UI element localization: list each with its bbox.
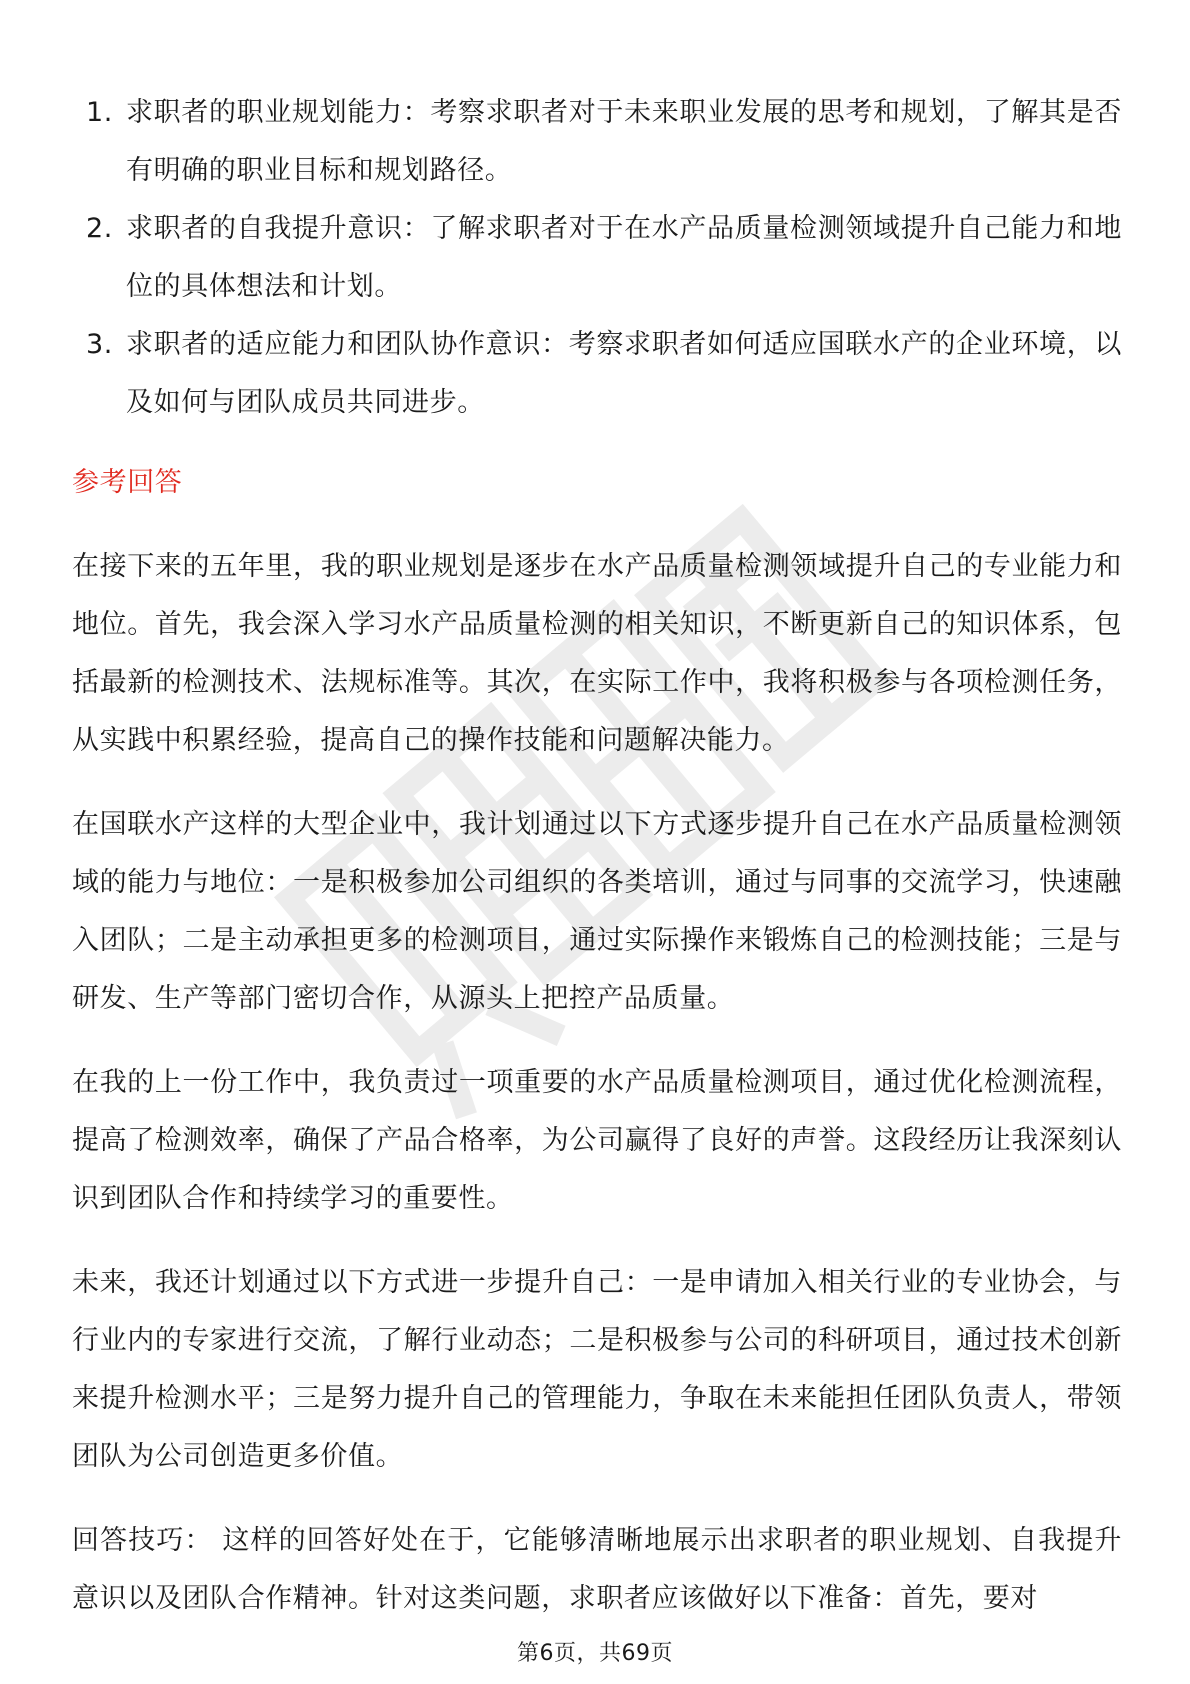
answer-paragraph: 在接下来的五年里，我的职业规划是逐步在水产品质量检测领域提升自己的专业能力和地位。首先，我会深入学习水产品质量检测的相关知识，不断更新自己的知识体系，包括最新的检测技术、法规标准等。其次，在实际工作中，我将积极参与各项检测任务，从实践中积累经验，提高自己的操作技能和问题解决能力。 bbox=[72, 551, 1122, 756]
list-item-number: 1. bbox=[86, 97, 113, 128]
list-item bbox=[72, 84, 1122, 200]
document-content bbox=[72, 84, 1122, 1654]
list-item-text: 求职者的适应能力和团队协作意识：考察求职者如何适应国联水产的企业环境，以及如何与团队成员共同进步。 bbox=[126, 329, 1122, 418]
list-item-text: 求职者的自我提升意识：了解求职者对于在水产品质量检测领域提升自己能力和地位的具体想法和计划。 bbox=[126, 213, 1122, 302]
list-item-number: 2. bbox=[86, 213, 113, 244]
list-item-number: 3. bbox=[86, 329, 113, 360]
list-item bbox=[72, 200, 1122, 316]
list-item bbox=[72, 316, 1122, 432]
list-item-text: 求职者的职业规划能力：考察求职者对于未来职业发展的思考和规划，了解其是否有明确的职业目标和规划路径。 bbox=[126, 97, 1122, 186]
answer-paragraph: 在国联水产这样的大型企业中，我计划通过以下方式逐步提升自己在水产品质量检测领域的能力与地位：一是积极参加公司组织的各类培训，通过与同事的交流学习，快速融入团队；二是主动承担更多的检测项目，通过实际操作来锻炼自己的检测技能；三是与研发、生产等部门密切合作，从源头上把控产品质量。 bbox=[72, 809, 1122, 1014]
page-number-footer: 第6页，共69页 bbox=[517, 1641, 673, 1666]
answer-paragraph: 未来，我还计划通过以下方式进一步提升自己：一是申请加入相关行业的专业协会，与行业内的专家进行交流，了解行业动态；二是积极参与公司的科研项目，通过技术创新来提升检测水平；三是努力提升自己的管理能力，争取在未来能担任团队负责人，带领团队为公司创造更多价值。 bbox=[72, 1267, 1122, 1472]
answer-paragraph: 在我的上一份工作中，我负责过一项重要的水产品质量检测项目，通过优化检测流程，提高了检测效率，确保了产品合格率，为公司赢得了良好的声誉。这段经历让我深刻认识到团队合作和持续学习的重要性。 bbox=[72, 1067, 1122, 1214]
section-heading: 参考回答 bbox=[72, 467, 183, 498]
answer-tips-paragraph: 回答技巧： 这样的回答好处在于，它能够清晰地展示出求职者的职业规划、自我提升意识以及团队合作精神。针对这类问题，求职者应该做好以下准备：首先，要对 bbox=[72, 1525, 1122, 1614]
evaluation-points-list bbox=[72, 84, 1122, 432]
